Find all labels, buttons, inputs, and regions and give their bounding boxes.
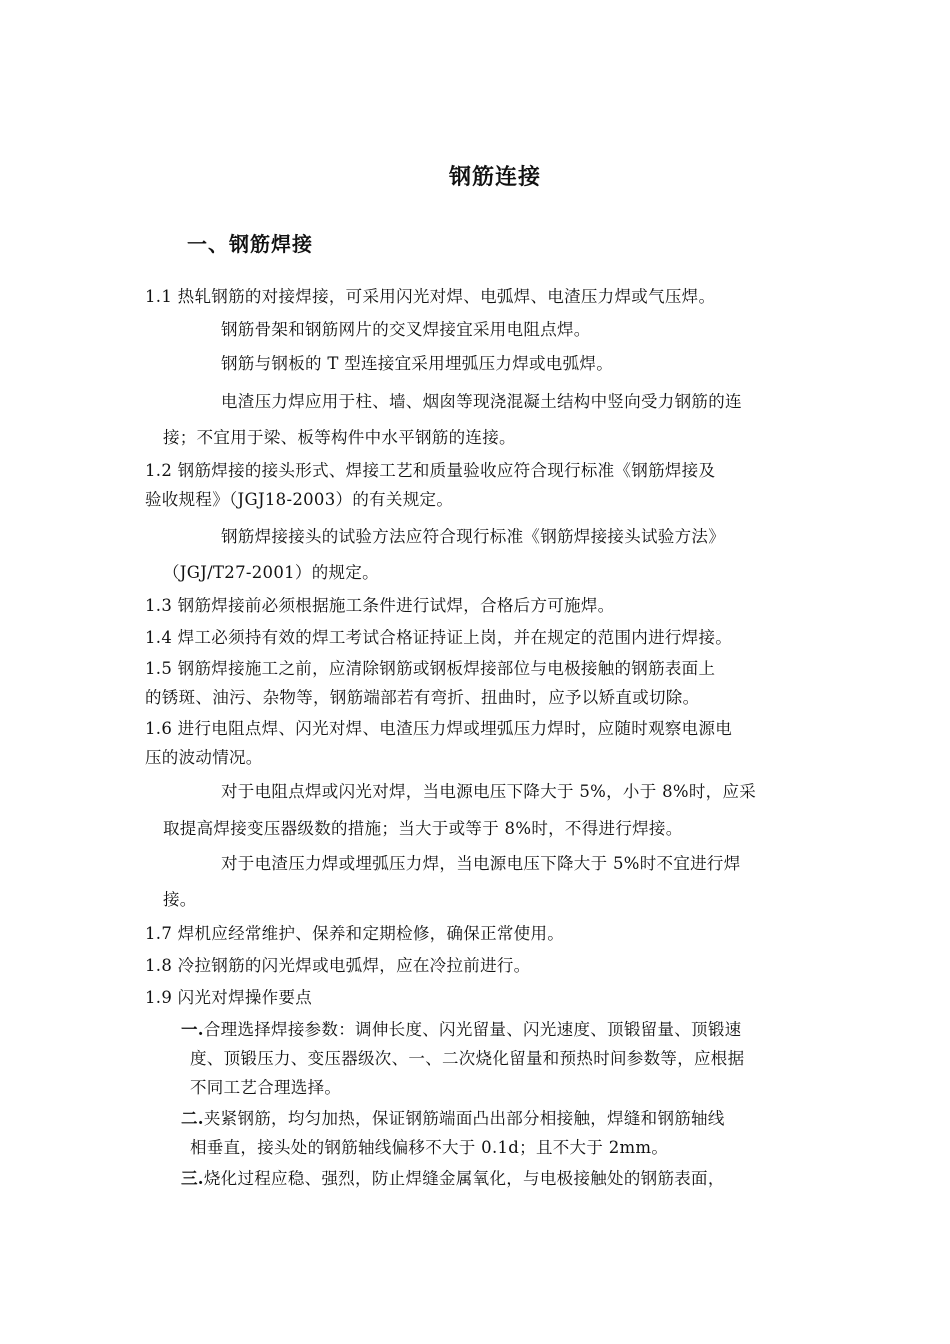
paragraph-line: 1.6 进行电阻点焊、闪光对焊、电渣压力焊或埋弧压力焊时，应随时观察电源电 <box>145 719 733 738</box>
list-item <box>181 1168 725 1190</box>
paragraph-line: 对于电渣压力焊或埋弧压力焊，当电源电压下降大于 5%时不宜进行焊 <box>221 854 741 873</box>
paragraph-line: 接；不宜用于梁、板等构件中水平钢筋的连接。 <box>163 428 516 447</box>
paragraph-line: 1.5 钢筋焊接施工之前，应清除钢筋或钢板焊接部位与电极接触的钢筋表面上 <box>145 659 716 678</box>
paragraph-line: 1.9 闪光对焊操作要点 <box>145 988 313 1007</box>
paragraph-line: 取提高焊接变压器级数的措施；当大于或等于 8%时，不得进行焊接。 <box>163 819 683 838</box>
paragraph-line: 验收规程》（JGJ18-2003）的有关规定。 <box>145 490 454 509</box>
list-number: 三. <box>181 1169 204 1188</box>
list-item <box>181 1108 725 1130</box>
paragraph-line: 接。 <box>163 890 197 909</box>
page-title: 钢筋连接 <box>448 165 541 190</box>
paragraph-line: 钢筋骨架和钢筋网片的交叉焊接宜采用电阻点焊。 <box>221 320 591 339</box>
list-item-continuation: 不同工艺合理选择。 <box>190 1078 342 1097</box>
list-item-text: 合理选择焊接参数：调伸长度、闪光留量、闪光速度、顶锻留量、顶锻速 <box>203 1020 742 1039</box>
list-item-text: 夹紧钢筋，均匀加热，保证钢筋端面凸出部分相接触，焊缝和钢筋轴线 <box>203 1109 725 1128</box>
paragraph-line: 钢筋焊接接头的试验方法应符合现行标准《钢筋焊接接头试验方法》 <box>221 527 725 546</box>
paragraph-line: 1.4 焊工必须持有效的焊工考试合格证持证上岗，并在规定的范围内进行焊接。 <box>145 628 733 647</box>
paragraph-line: （JGJ/T27-2001）的规定。 <box>163 563 379 582</box>
paragraph-line: 电渣压力焊应用于柱、墙、烟囱等现浇混凝土结构中竖向受力钢筋的连 <box>221 392 742 411</box>
paragraph-line: 1.2 钢筋焊接的接头形式、焊接工艺和质量验收应符合现行标准《钢筋焊接及 <box>145 461 716 480</box>
list-item-text: 烧化过程应稳、强烈，防止焊缝金属氧化，与电极接触处的钢筋表面， <box>203 1169 725 1188</box>
section-heading: 一、钢筋焊接 <box>187 232 313 256</box>
paragraph-line: 的锈斑、油污、杂物等，钢筋端部若有弯折、扭曲时，应予以矫直或切除。 <box>145 688 700 707</box>
paragraph-line: 对于电阻点焊或闪光对焊，当电源电压下降大于 5%，小于 8%时，应采 <box>221 782 757 801</box>
paragraph-line: 1.3 钢筋焊接前必须根据施工条件进行试焊，合格后方可施焊。 <box>145 596 615 615</box>
paragraph-line: 1.7 焊机应经常维护、保养和定期检修，确保正常使用。 <box>145 924 565 943</box>
paragraph-line: 压的波动情况。 <box>145 748 263 767</box>
paragraph-line: 钢筋与钢板的 T 型连接宜采用埋弧压力焊或电弧焊。 <box>221 354 613 373</box>
list-item-continuation: 相垂直，接头处的钢筋轴线偏移不大于 0.1d；且不大于 2mm。 <box>190 1138 669 1157</box>
paragraph-line: 1.8 冷拉钢筋的闪光焊或电弧焊，应在冷拉前进行。 <box>145 956 531 975</box>
list-item-continuation: 度、顶锻压力、变压器级次、一、二次烧化留量和预热时间参数等，应根据 <box>190 1049 745 1068</box>
list-number: 一. <box>181 1020 204 1039</box>
list-item <box>181 1019 741 1041</box>
list-number: 二. <box>181 1109 204 1128</box>
paragraph-line: 1.1 热轧钢筋的对接焊接，可采用闪光对焊、电弧焊、电渣压力焊或气压焊。 <box>145 287 716 306</box>
